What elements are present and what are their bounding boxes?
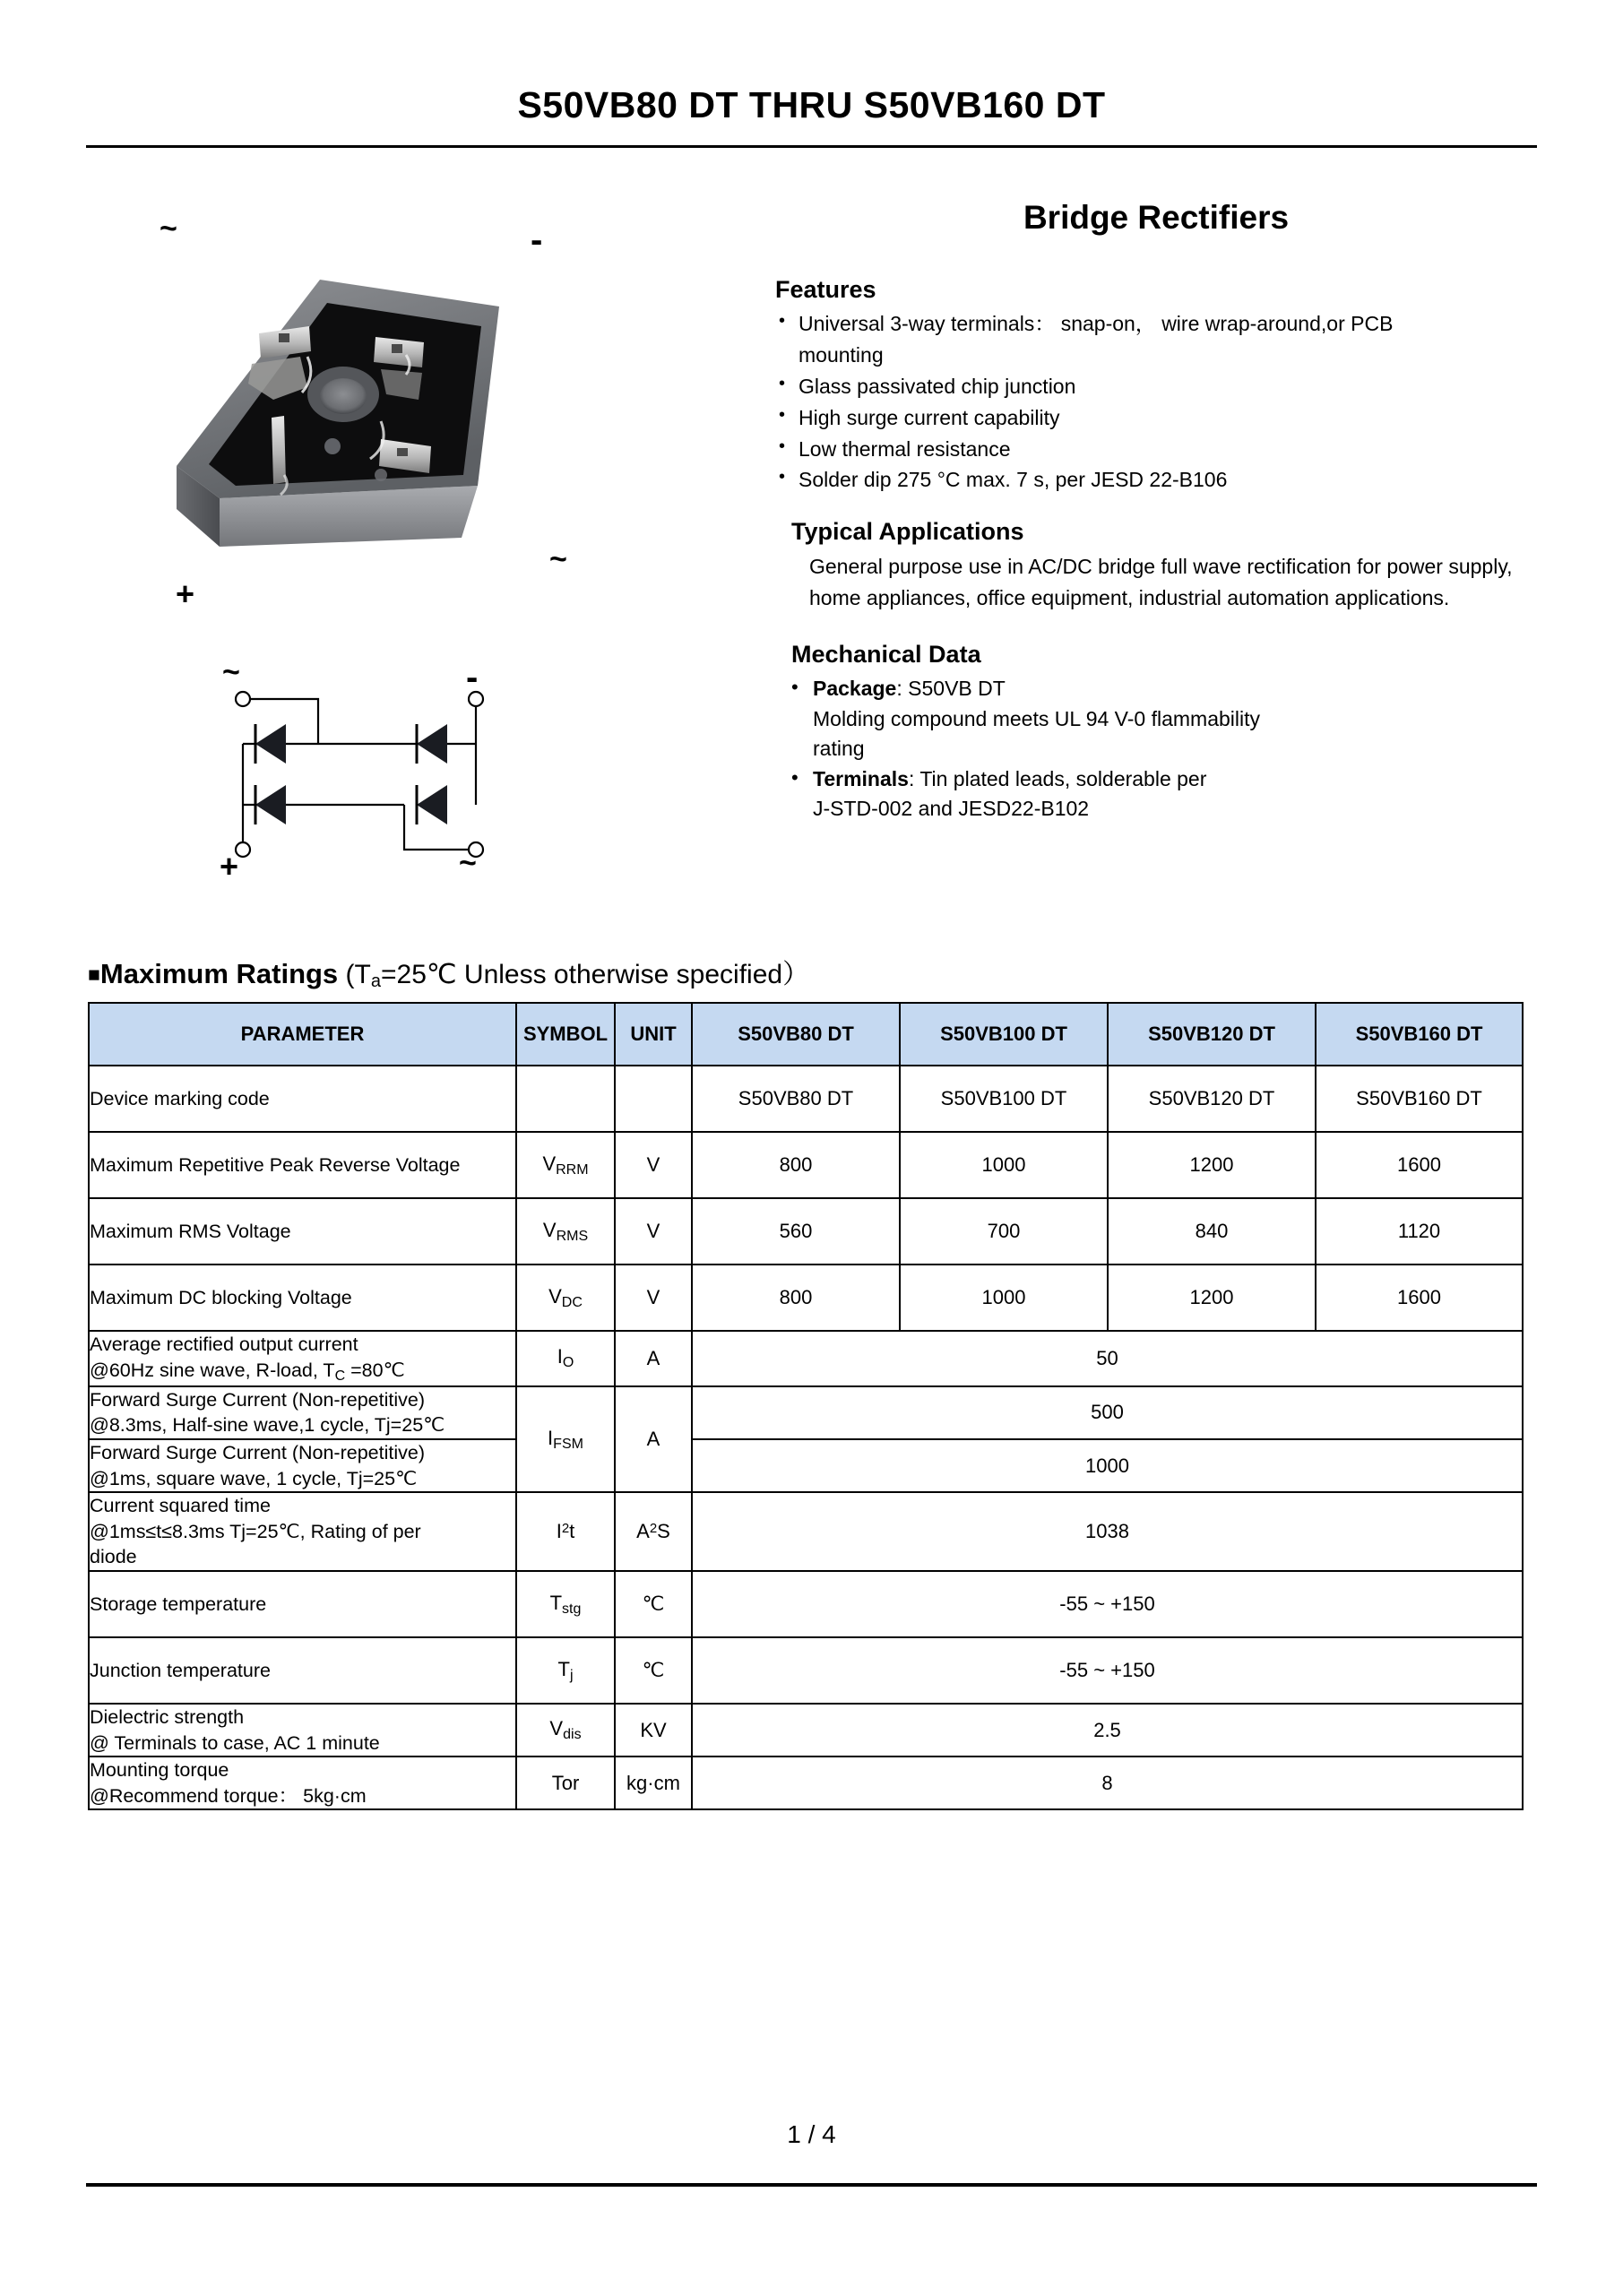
row-unit: V [615,1265,692,1331]
row-parameter [89,1331,516,1386]
row-symbol [516,1492,615,1571]
row-value: 800 [692,1265,900,1331]
row-parameter [89,1386,516,1439]
parameter-condition-b: =80℃ [345,1359,405,1381]
parameter-line: @8.3ms, Half-sine wave,1 cycle, Tj=25℃ [90,1414,445,1437]
table-row [89,1757,1523,1809]
symbol-main: T [557,1657,570,1680]
mechanical-package-item [788,674,1537,704]
applications-heading: Typical Applications [791,518,1024,546]
schematic-label-positive: + [220,848,239,885]
row-parameter: Junction temperature [89,1637,516,1704]
column-header-parameter: PARAMETER [89,1003,516,1066]
row-symbol [516,1331,615,1386]
mechanical-list [775,674,1537,824]
package-note-line1: Molding compound meets UL 94 V-0 flammability [813,706,1260,730]
table-row [89,1066,1523,1132]
table-header-row [89,1003,1523,1066]
feature-item: • Glass passivated chip junction [775,372,1537,401]
schematic-label-ac1: ~ [222,655,240,689]
diode-lower-left [255,785,286,824]
row-parameter: Maximum Repetitive Peak Reverse Voltage [89,1132,516,1198]
ratings-marker-icon: ■ [88,962,100,986]
parameter-line: @ Terminals to case, AC 1 minute [90,1731,380,1754]
table-row [89,1198,1523,1265]
main-heading: Bridge Rectifiers [1023,199,1290,236]
row-symbol [516,1637,615,1704]
symbol-tail: t [569,1520,575,1543]
ratings-heading-condition-a: (T [345,960,371,989]
parameter-line: Current squared time [90,1495,271,1517]
photo-label-ac1: ~ [160,211,177,246]
feature-item: • Low thermal resistance [775,435,1537,464]
unit-tail: S [657,1520,670,1543]
row-symbol [516,1386,615,1492]
row-merged-value: 500 [692,1386,1523,1439]
row-merged-value: -55 ~ +150 [692,1637,1523,1704]
row-parameter [89,1704,516,1757]
page-number: 1 / 4 [787,2120,836,2148]
symbol-subscript: DC [561,1294,583,1310]
applications-body: General purpose use in AC/DC bridge full wave rectification for power supply, home appliances, office equipment, industrial automation applications. [809,555,1513,610]
row-merged-value: 1000 [692,1439,1523,1492]
row-symbol [516,1198,615,1265]
bridge-circuit-diagram [193,654,533,896]
table-row [89,1637,1523,1704]
parameter-line: @Recommend torque： 5kg·cm [90,1784,367,1807]
row-parameter [89,1439,516,1492]
diode-upper-left [255,724,286,764]
page-title: S50VB80 DT THRU S50VB160 DT [517,84,1106,125]
feature-item: • Solder dip 275 °C max. 7 s, per JESD 22-B106 [775,465,1537,495]
symbol-main: I [557,1345,563,1368]
row-merged-value: 2.5 [692,1704,1523,1757]
symbol-main: V [542,1152,557,1175]
parameter-line: @1ms≤t≤8.3ms Tj=25℃, Rating of per [90,1520,421,1542]
row-unit: ℃ [615,1637,692,1704]
mechanical-heading: Mechanical Data [791,641,981,669]
mechanical-terminals-item [788,764,1537,795]
row-value: 1600 [1316,1265,1523,1331]
symbol-main: T [549,1591,563,1614]
row-unit: A [615,1331,692,1386]
ratings-heading-sub: a [370,971,381,991]
parameter-line [90,1358,515,1385]
terminal-node-ac1 [236,692,250,706]
symbol-main: V [549,1717,564,1740]
row-unit: KV [615,1704,692,1757]
terminals-note: J-STD-002 and JESD22-B102 [813,797,1090,821]
row-value: S50VB120 DT [1108,1066,1316,1132]
row-value: 1200 [1108,1265,1316,1331]
row-merged-value: 50 [692,1331,1523,1386]
row-symbol: Tor [516,1757,615,1809]
row-parameter: Maximum RMS Voltage [89,1198,516,1265]
diode-upper-right [417,724,447,764]
column-header-unit: UNIT [615,1003,692,1066]
row-symbol [516,1265,615,1331]
bridge-circuit-svg [193,654,533,896]
row-symbol [516,1066,615,1132]
row-unit: A [615,1386,692,1492]
package-photo-image [166,251,542,547]
row-value: 1200 [1108,1132,1316,1198]
row-parameter [89,1757,516,1809]
table-row [89,1386,1523,1439]
parameter-condition-a: @60Hz sine wave, R-load, T [90,1359,335,1381]
table-row [89,1132,1523,1198]
row-unit: kg·cm [615,1757,692,1809]
symbol-subscript: RRM [556,1161,589,1178]
symbol-main: V [542,1218,557,1241]
ratings-heading-strong: Maximum Ratings [99,958,339,989]
row-value: S50VB80 DT [692,1066,900,1132]
parameter-line: diode [90,1546,137,1568]
column-header-s50vb80: S50VB80 DT [692,1003,900,1066]
parameter-line: Dielectric strength [90,1706,245,1729]
row-value: 1600 [1316,1132,1523,1198]
row-unit: ℃ [615,1571,692,1637]
column-header-s50vb120: S50VB120 DT [1108,1003,1316,1066]
row-value: S50VB100 DT [900,1066,1108,1132]
symbol-superscript: 2 [561,1521,570,1537]
row-value: 800 [692,1132,900,1198]
table-row [89,1492,1523,1571]
row-value: 1120 [1316,1198,1523,1265]
row-merged-value: 8 [692,1757,1523,1809]
photo-label-negative: - [531,220,543,260]
diode-lower-right [417,785,447,824]
right-content-column [775,199,1537,824]
row-value: 840 [1108,1198,1316,1265]
row-unit [615,1066,692,1132]
schematic-label-ac2: ~ [459,846,477,880]
row-symbol [516,1132,615,1198]
column-header-s50vb160: S50VB160 DT [1316,1003,1523,1066]
row-parameter: Maximum DC blocking Voltage [89,1265,516,1331]
symbol-subscript: dis [563,1727,582,1743]
row-symbol [516,1704,615,1757]
column-header-s50vb100: S50VB100 DT [900,1003,1108,1066]
symbol-subscript: O [562,1355,574,1371]
symbol-main: V [548,1284,562,1308]
row-unit [615,1492,692,1571]
package-note-line2: rating [813,737,865,761]
symbol-subscript: stg [562,1601,582,1617]
row-value: 1000 [900,1132,1108,1198]
row-value: S50VB160 DT [1316,1066,1523,1132]
symbol-main: I [548,1426,554,1449]
feature-item: • Universal 3-way terminals： snap-on， wire wrap-around,or PCB [775,309,1537,339]
row-value: 700 [900,1198,1108,1265]
features-heading: Features [775,276,876,303]
table-row [89,1439,1523,1492]
table-row [89,1331,1523,1386]
row-unit: V [615,1132,692,1198]
ratings-heading-condition-b: =25℃ Unless otherwise specified） [380,960,810,989]
parameter-line: Forward Surge Current (Non-repetitive) [90,1388,425,1411]
parameter-subscript: C [334,1368,346,1384]
parameter-line: @1ms, square wave, 1 cycle, Tj=25℃ [90,1467,418,1489]
photo-label-ac2: ~ [549,542,567,576]
ratings-heading [88,952,809,992]
table-row [89,1265,1523,1331]
parameter-line: Forward Surge Current (Non-repetitive) [90,1442,425,1464]
row-parameter: Storage temperature [89,1571,516,1637]
features-list [775,309,1537,495]
symbol-main: I [556,1520,562,1543]
unit-main: A [636,1520,650,1543]
parameter-line: Mounting torque [90,1759,229,1782]
column-header-symbol: SYMBOL [516,1003,615,1066]
table-row [89,1704,1523,1757]
unit-superscript: 2 [649,1521,658,1537]
package-label: Package [813,677,897,701]
row-unit: V [615,1198,692,1265]
package-photo [166,251,542,547]
row-merged-value: 1038 [692,1492,1523,1571]
photo-label-positive: + [176,575,195,612]
terminals-label: Terminals [813,766,909,790]
symbol-subscript: FSM [553,1436,583,1452]
row-parameter [89,1492,516,1571]
maximum-ratings-table [88,1002,1524,1810]
package-value: : S50VB DT [896,677,1006,701]
symbol-subscript: j [569,1667,574,1683]
feature-item-continuation: mounting [799,342,884,367]
table-row [89,1571,1523,1637]
footer-divider [86,2183,1537,2187]
parameter-line: Average rectified output current [90,1334,358,1355]
terminals-value: : Tin plated leads, solderable per [908,766,1207,790]
row-merged-value: -55 ~ +150 [692,1571,1523,1637]
schematic-label-negative: - [466,658,479,697]
row-value: 1000 [900,1265,1108,1331]
header-divider [86,145,1537,148]
row-value: 560 [692,1198,900,1265]
row-symbol [516,1571,615,1637]
row-parameter: Device marking code [89,1066,516,1132]
symbol-subscript: RMS [556,1228,589,1244]
feature-item: • High surge current capability [775,403,1537,433]
